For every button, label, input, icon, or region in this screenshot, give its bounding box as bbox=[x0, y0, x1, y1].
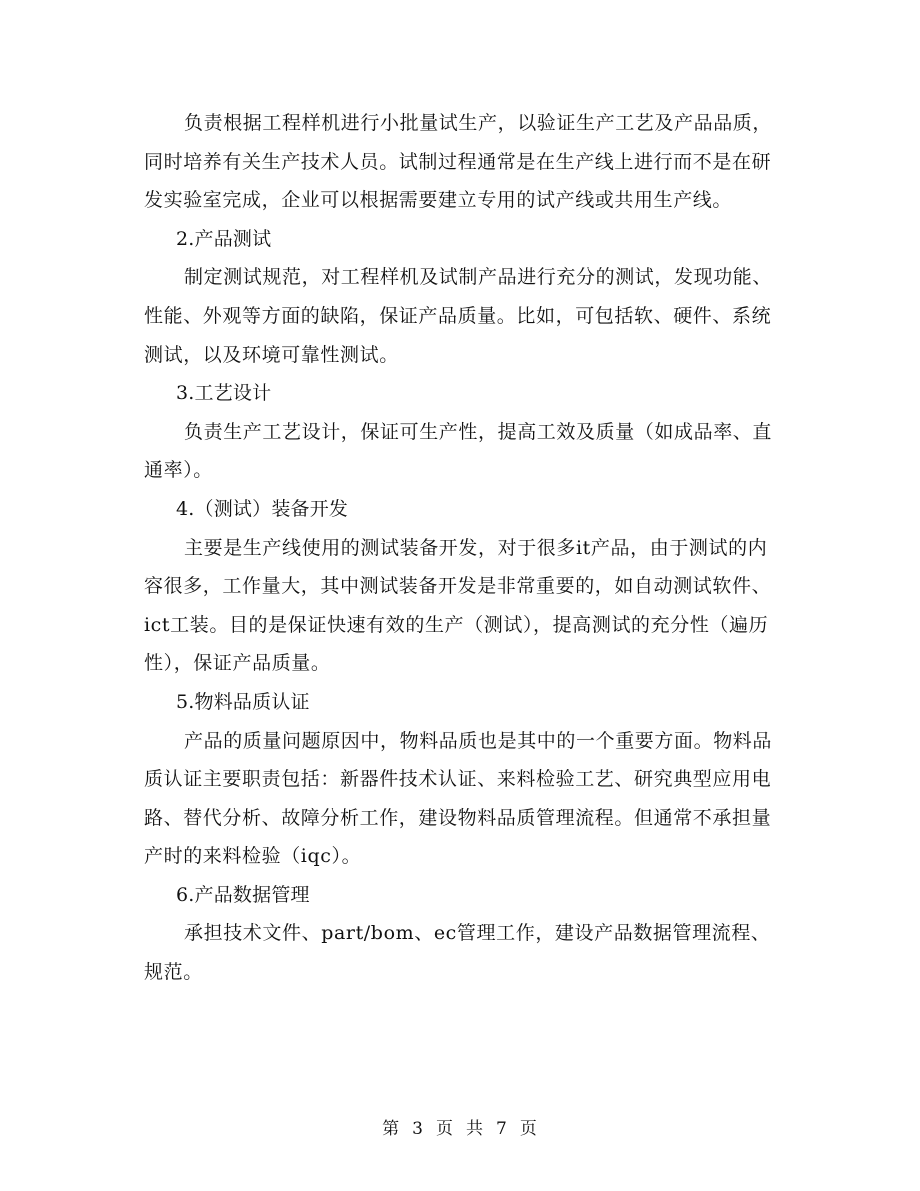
footer-suffix: 页 bbox=[519, 1119, 538, 1139]
paragraph-trial-production: 负责根据工程样机进行小批量试生产，以验证生产工艺及产品品质，同时培养有关生产技术人员。试制过程通常是在生产线上进行而不是在研发实验室完成，企业可以根据需要建立专用的试产线或共用生产线。 bbox=[144, 112, 773, 212]
heading-material-certification: 5.物料品质认证 bbox=[176, 690, 310, 713]
heading-process-design: 3.工艺设计 bbox=[176, 382, 272, 405]
paragraph-test-equipment: 主要是生产线使用的测试装备开发，对于很多it产品，由于测试的内容很多，工作量大，其中测试装备开发是非常重要的，如自动测试软件、ict工装。目的是保证快速有效的生产（测试），提高测试的充分性（遍历性），保证产品质量。 bbox=[144, 536, 772, 675]
page-footer bbox=[0, 1114, 920, 1139]
heading-product-data-management: 6.产品数据管理 bbox=[176, 883, 310, 906]
footer-total-prefix: 共 bbox=[466, 1119, 484, 1139]
footer-prefix: 第 bbox=[382, 1119, 401, 1139]
paragraph-process-design: 负责生产工艺设计，保证可生产性，提高工效及质量（如成品率、直通率）。 bbox=[144, 420, 773, 482]
paragraph-product-data-management: 承担技术文件、part/bom、ec管理工作，建设产品数据管理流程、规范。 bbox=[144, 922, 771, 984]
document-body bbox=[144, 104, 776, 992]
paragraph-material-certification: 产品的质量问题原因中，物料品质也是其中的一个重要方面。物料品质认证主要职责包括：新器件技术认证、来料检验工艺、研究典型应用电路、替代分析、故障分析工作，建设物料品质管理流程。但通常不承担量产时的来料检验（iqc）。 bbox=[144, 729, 773, 868]
heading-test-equipment: 4.（测试）装备开发 bbox=[176, 497, 349, 520]
current-page-number: 3 bbox=[412, 1119, 424, 1139]
heading-product-testing: 2.产品测试 bbox=[176, 227, 272, 250]
footer-page-word: 页 bbox=[436, 1119, 454, 1139]
total-page-count: 7 bbox=[496, 1119, 508, 1139]
paragraph-product-testing: 制定测试规范，对工程样机及试制产品进行充分的测试，发现功能、性能、外观等方面的缺陷，保证产品质量。比如，可包括软、硬件、系统测试，以及环境可靠性测试。 bbox=[144, 266, 773, 366]
